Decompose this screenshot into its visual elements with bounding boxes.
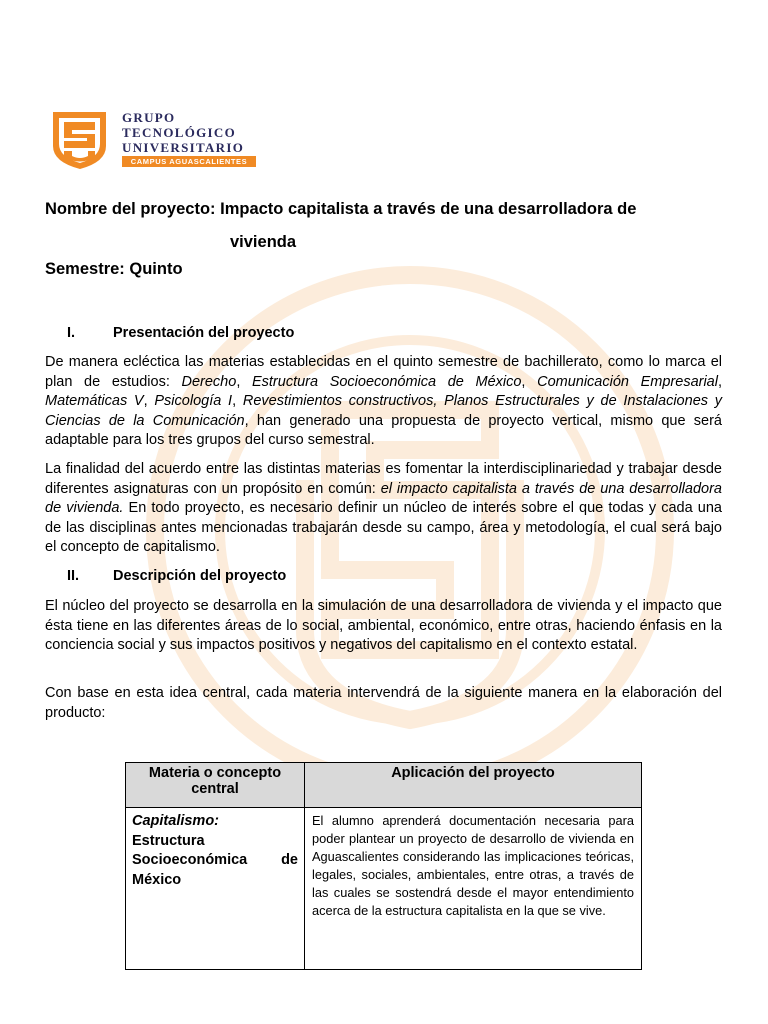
project-title-line-2: vivienda [230,233,297,251]
section-1-heading [67,325,294,341]
subjects-table [125,762,642,970]
logo-wordmark [122,110,244,155]
table-header-concept: Materia o concepto central [126,763,305,808]
semester-label: Semestre: Quinto [45,260,183,278]
section-1-paragraph-1: De manera ecléctica las materias establecidas en el quinto semestre de bachillerato, como lo marca el plan de estudios: Derecho, Estructura Socioeconómica de México, Comunicación Empresarial, Matemáticas V, Psicología I, Revestimientos constructivos, Planos Estructurales y de Instalaciones y Ciencias de la Comunicación, han generado una propuesta de proyecto vertical, mismo que será adaptable para los tres grupos del curso semestral. [45,354,722,448]
logo-campus-band: CAMPUS AGUASCALIENTES [122,156,256,167]
section-2-paragraph-1: El núcleo del proyecto se desarrolla en la simulación de una desarrolladora de vivienda y el impacto que ésta tiene en las diferentes áreas de lo social, ambiental, económico, entre otras, haciendo énfasis en la conciencia social y sus impactos positivos y negativos del capitalismo en el contexto estatal. [45,598,722,653]
table-cell-application: El alumno aprenderá documentación necesaria para poder plantear un proyecto de desarrollo de vivienda en Aguascalientes considerando las implicaciones teóricas, legales, sociales, ambientales, entre otras, a través de las cuales se sostendrá desde el mayor entendimiento acerca de la estructura capitalista en la que se vive. [305,808,642,970]
logo-line-3: UNIVERSITARIO [122,140,245,155]
table-cell-concept [126,808,305,970]
project-title-line-1: Nombre del proyecto: Impacto capitalista a través de una desarrolladora de [45,200,637,218]
table-header-application: Aplicación del proyecto [305,763,642,808]
logo-line-1: GRUPO [122,110,176,125]
subject-line-3: México [132,871,182,888]
logo-line-2: TECNOLÓGICO [122,125,236,140]
section-1-paragraph-2: La finalidad del acuerdo entre las distintas materias es fomentar la interdisciplinariedad y trabajar desde diferentes asignaturas con un propósito en común: el impacto capitalista a través de una desarrolladora de vivienda. En todo proyecto, es necesario definir un núcleo de interés sobre el que todas y cada una de las disciplinas antes mencionadas trabajarán desde su campo, área y metodología, el cual será bajo el concepto de capitalismo. [45,461,722,555]
section-2-heading [67,568,286,584]
section-2-title: Descripción del proyecto [113,568,287,584]
subject-line-1: Estructura [132,832,205,849]
section-2-paragraph-2: Con base en esta idea central, cada materia intervendrá de la siguiente manera en la elaboración del producto: [45,685,722,721]
table-row [126,808,642,970]
subject-line-2: Socioeconómica de [132,852,298,868]
section-1-number: I. [67,325,76,341]
project-title [45,193,725,259]
section-2-number: II. [67,568,80,584]
table-header-row [126,763,642,808]
concept-name: Capitalismo: [132,813,220,829]
section-1-title: Presentación del proyecto [113,325,295,341]
